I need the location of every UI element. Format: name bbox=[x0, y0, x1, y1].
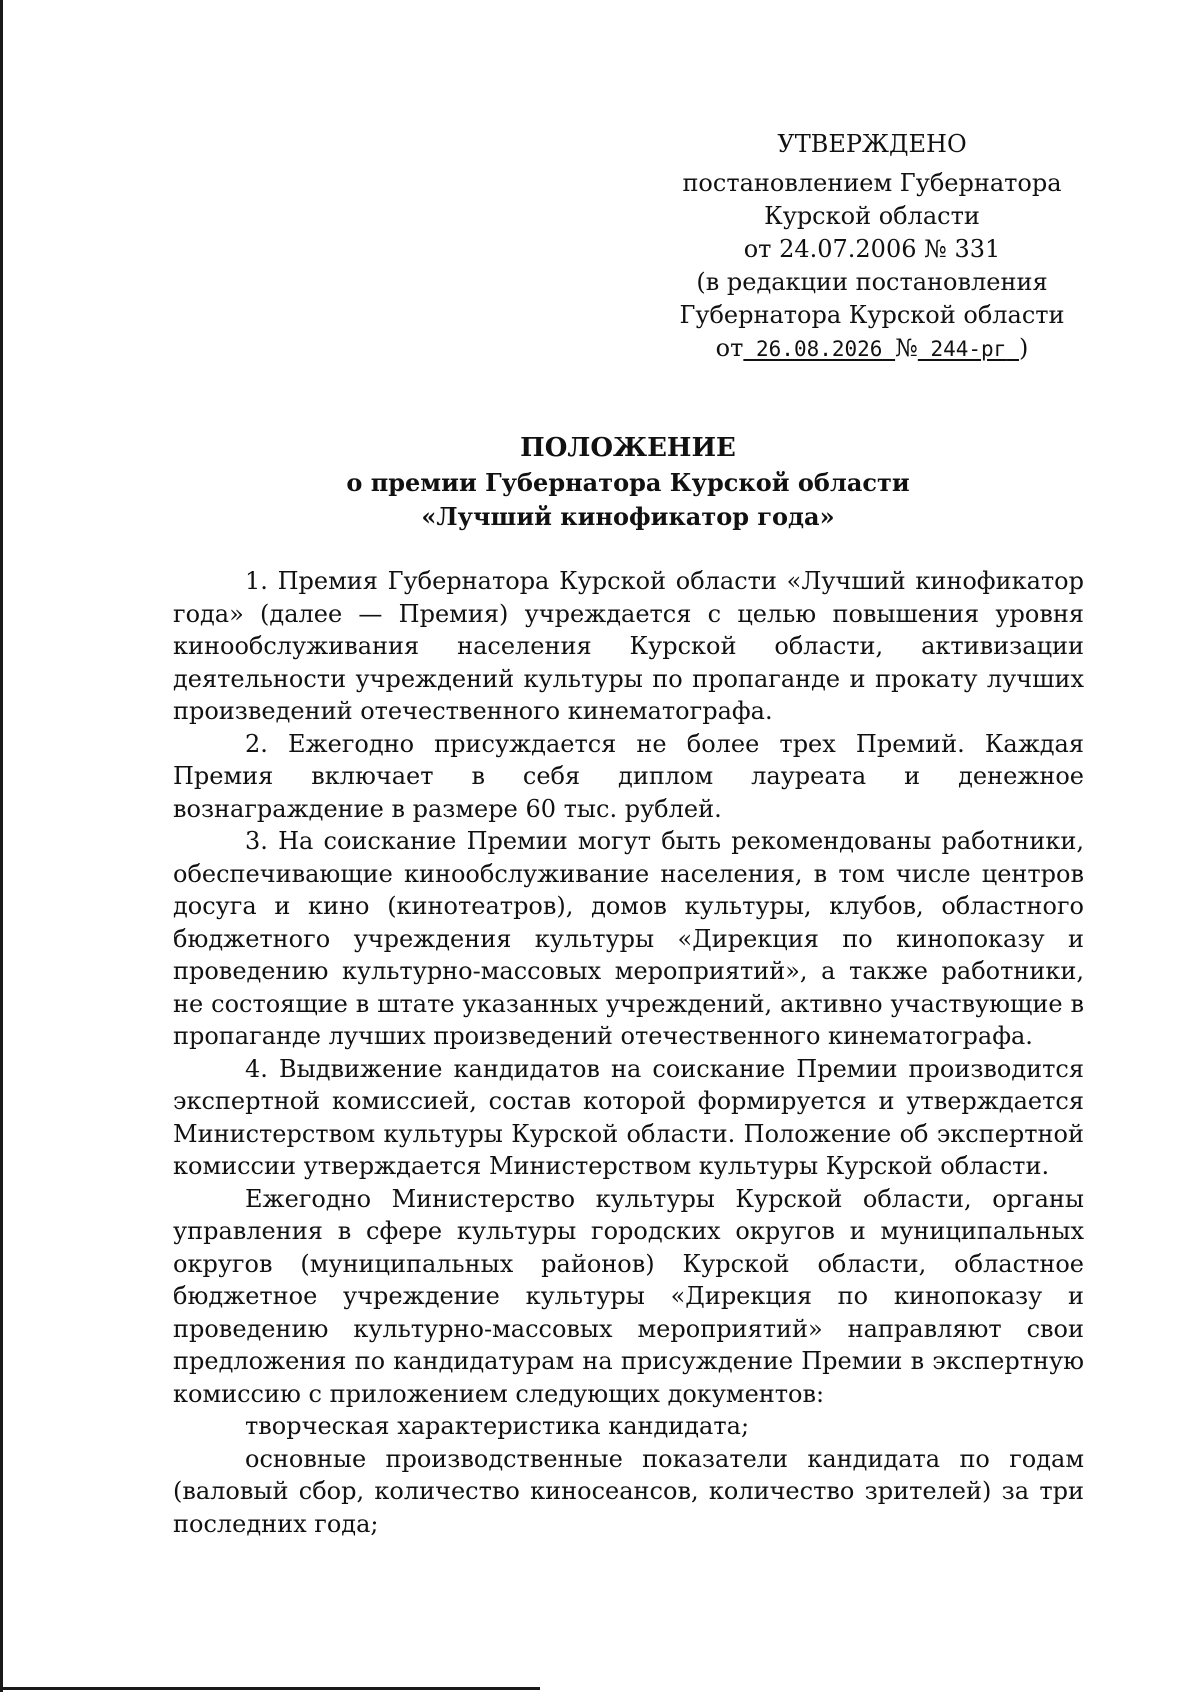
approval-title: УТВЕРЖДЕНО bbox=[777, 130, 967, 158]
heading-subtitle: о премии Губернатора Курской области bbox=[346, 468, 910, 497]
paragraph-1: 1. Премия Губернатора Курской области «Лучший кинофикатор года» (далее — Премия) учреждается с целью повышения уровня кинообслуживания населения Курской области, активизации деятельности учреждений культуры по пропаганде и прокату лучших произведений отечественного кинематографа. bbox=[173, 567, 1084, 725]
paragraph-2: 2. Ежегодно присуждается не более трех Премий. Каждая Премия включает в себя диплом лауреата и денежное вознаграждение в размере 60 тыс. рублей. bbox=[173, 729, 1084, 823]
redaction-line bbox=[652, 332, 1092, 366]
approval-line: постановлением Губернатора bbox=[682, 169, 1062, 197]
paragraph-4: 4. Выдвижение кандидатов на соискание Премии производится экспертной комиссией, состав которой формируется и утверждается Министерством культуры Курской области. Положение об экспертной комиссии утверждается Министерством культуры Курской области. bbox=[173, 1054, 1084, 1180]
scan-edge-left bbox=[0, 0, 3, 1692]
redaction-date: 26.08.2026 bbox=[756, 337, 883, 361]
heading-title: ПОЛОЖЕНИЕ bbox=[520, 433, 736, 463]
approval-line: Курской области bbox=[764, 202, 980, 230]
paragraph-6: творческая характеристика кандидата; bbox=[245, 1412, 750, 1440]
document-heading bbox=[172, 430, 1084, 534]
redaction-close: ) bbox=[1019, 334, 1029, 362]
heading-award-name: «Лучший кинофикатор года» bbox=[421, 502, 835, 531]
redaction-number-sign: № bbox=[895, 334, 918, 362]
redaction-number: 244-рг bbox=[930, 337, 1007, 361]
paragraph-5: Ежегодно Министерство культуры Курской области, органы управления в сфере культуры городских округов и муниципальных округов (муниципальных районов) Курской области, областное бюджетное учреждение культуры «Дирекция по кинопоказу и проведению культурно-массовых мероприятий» направляют свои предложения по кандидатурам на присуждение Премии в экспертную комиссию с приложением следующих документов: bbox=[173, 1184, 1084, 1408]
scan-edge-bottom bbox=[0, 1687, 540, 1690]
paragraph-7: основные производственные показатели кандидата по годам (валовый сбор, количество киносеансов, количество зрителей) за три последних года; bbox=[173, 1444, 1084, 1538]
redaction-prefix: от bbox=[715, 334, 744, 362]
document-body bbox=[173, 565, 1084, 1540]
paragraph-3: 3. На соискание Премии могут быть рекомендованы работники, обеспечивающие кинообслуживание населения, в том числе центров досуга и кино (кинотеатров), домов культуры, клубов, областного бюджетного учреждения культуры «Дирекция по кинопоказу и проведению культурно-массовых мероприятий», а также работники, не состоящие в штате указанных учреждений, активно участвующие в пропаганде лучших произведений отечественного кинематографа. bbox=[173, 827, 1084, 1050]
approval-line: Губернатора Курской области bbox=[679, 301, 1065, 329]
approval-line: от 24.07.2006 № 331 bbox=[743, 235, 1001, 263]
approval-line: (в редакции постановления bbox=[696, 268, 1048, 296]
approval-block bbox=[652, 128, 1092, 366]
